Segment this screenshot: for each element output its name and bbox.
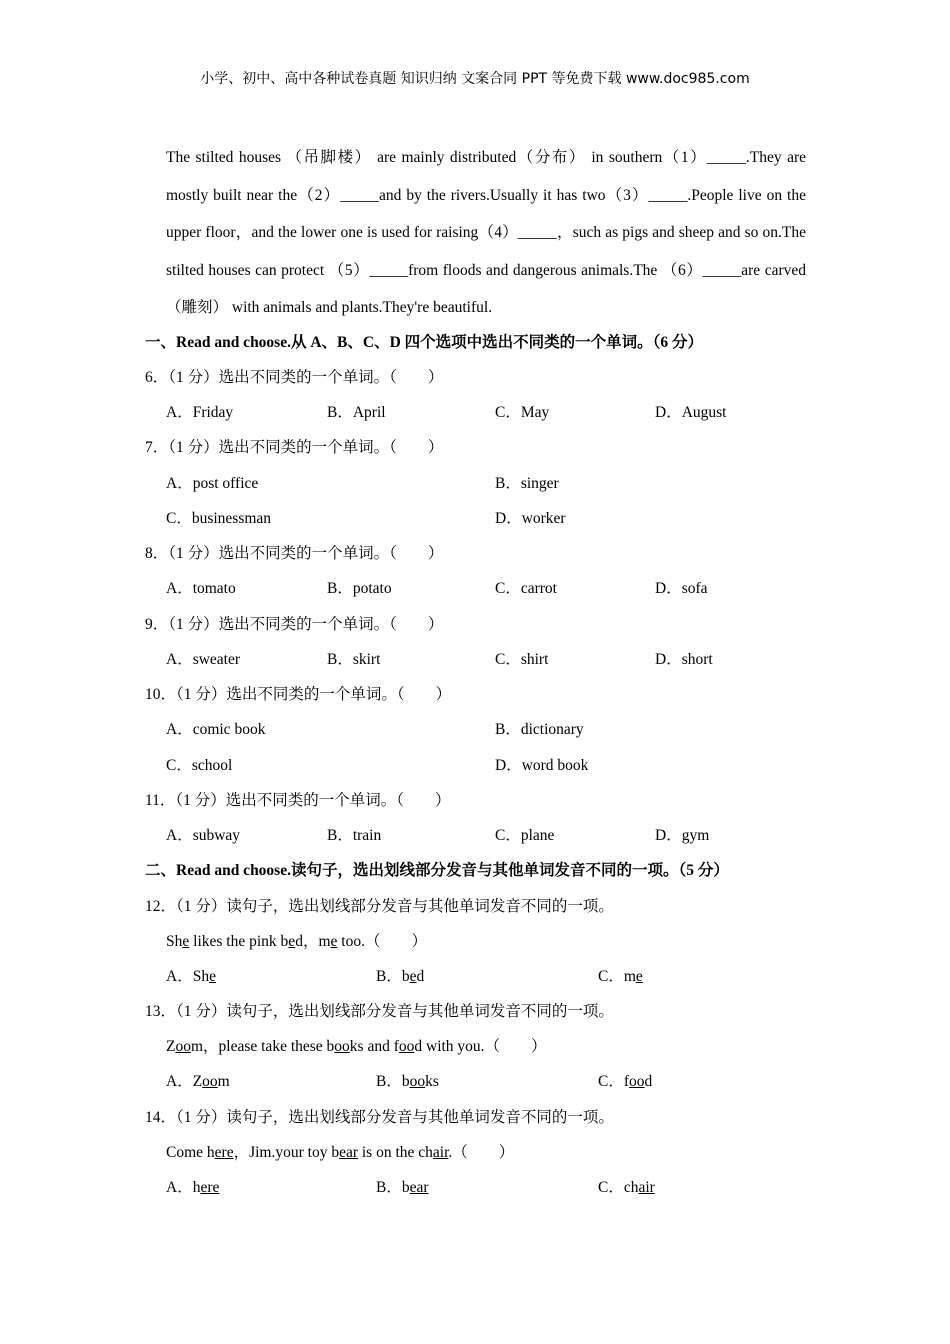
q13-sentence: Zoom，please take these books and food with you.（ ） (166, 1038, 547, 1055)
q12-option-a[interactable]: A．She (166, 968, 216, 985)
q8-option-d[interactable]: D．sofa (655, 580, 708, 597)
q14-sentence: Come here，Jim.your toy bear is on the chair.（ ） (166, 1144, 515, 1161)
q9-option-c[interactable]: C．shirt (495, 651, 549, 668)
q14-option-c[interactable]: C．chair (598, 1179, 655, 1196)
q8-option-a[interactable]: A．tomato (166, 580, 236, 597)
q6-option-b[interactable]: B．April (327, 404, 386, 421)
q12-option-c[interactable]: C．me (598, 968, 643, 985)
q6-option-c[interactable]: C．May (495, 404, 550, 421)
section-2-title: 二、Read and choose.读句子，选出划线部分发音与其他单词发音不同的一项。（5 分） (145, 862, 729, 879)
question-9: 9．（1 分）选出不同类的一个单词。（ ） (145, 616, 444, 633)
q8-option-b[interactable]: B．potato (327, 580, 392, 597)
q10-option-c[interactable]: C．school (166, 757, 233, 774)
q11-option-d[interactable]: D．gym (655, 827, 710, 844)
q9-option-d[interactable]: D．short (655, 651, 713, 668)
question-8: 8．（1 分）选出不同类的一个单词。（ ） (145, 545, 444, 562)
q7-option-d[interactable]: D．worker (495, 510, 566, 527)
question-13: 13．（1 分）读句子，选出划线部分发音与其他单词发音不同的一项。 (145, 1003, 614, 1020)
q12-sentence: She likes the pink bed，me too.（ ） (166, 933, 427, 950)
question-11: 11．（1 分）选出不同类的一个单词。（ ） (145, 792, 451, 809)
q9-option-b[interactable]: B．skirt (327, 651, 381, 668)
q10-option-a[interactable]: A．comic book (166, 721, 266, 738)
q7-option-c[interactable]: C．businessman (166, 510, 272, 527)
q10-option-b[interactable]: B．dictionary (495, 721, 584, 738)
q12-option-b[interactable]: B．bed (376, 968, 425, 985)
q13-option-b[interactable]: B．books (376, 1073, 439, 1090)
passage-text: The stilted houses （吊脚楼） are mainly distributed（分布） in southern（1）_____.They are mostly built near the（2）_____and by the rivers.Usually it has two（3）_____.People live on the upper floor，and the lower one is used for raising（4）_____，such as pigs and sheep and so on.The stilted houses can protect （5）_____from floods and dangerous animals.The （6）_____are carved （雕刻） with animals and plants.They're beautiful. (166, 149, 806, 316)
q6-option-a[interactable]: A．Friday (166, 404, 234, 421)
q11-option-b[interactable]: B．train (327, 827, 382, 844)
q13-option-a[interactable]: A．Zoom (166, 1073, 230, 1090)
q14-option-a[interactable]: A．here (166, 1179, 220, 1196)
question-10: 10．（1 分）选出不同类的一个单词。（ ） (145, 686, 452, 703)
q10-option-d[interactable]: D．word book (495, 757, 589, 774)
q13-option-c[interactable]: C．food (598, 1073, 653, 1090)
question-7: 7．（1 分）选出不同类的一个单词。（ ） (145, 439, 444, 456)
q7-option-b[interactable]: B．singer (495, 475, 559, 492)
section-1-title: 一、Read and choose.从 A、B、C、D 四个选项中选出不同类的一个单词。（6 分） (145, 334, 704, 351)
reading-passage (166, 139, 806, 327)
question-14: 14．（1 分）读句子，选出划线部分发音与其他单词发音不同的一项。 (145, 1109, 614, 1126)
q14-option-b[interactable]: B．bear (376, 1179, 429, 1196)
q6-option-d[interactable]: D．August (655, 404, 727, 421)
q8-option-c[interactable]: C．carrot (495, 580, 557, 597)
question-6: 6．（1 分）选出不同类的一个单词。（ ） (145, 369, 444, 386)
q11-option-c[interactable]: C．plane (495, 827, 555, 844)
page-header: 小学、初中、高中各种试卷真题 知识归纳 文案合同 PPT 等免费下载 www.doc985.com (200, 71, 750, 87)
q7-option-a[interactable]: A．post office (166, 475, 259, 492)
q9-option-a[interactable]: A．sweater (166, 651, 241, 668)
question-12: 12．（1 分）读句子，选出划线部分发音与其他单词发音不同的一项。 (145, 898, 614, 915)
q11-option-a[interactable]: A．subway (166, 827, 241, 844)
